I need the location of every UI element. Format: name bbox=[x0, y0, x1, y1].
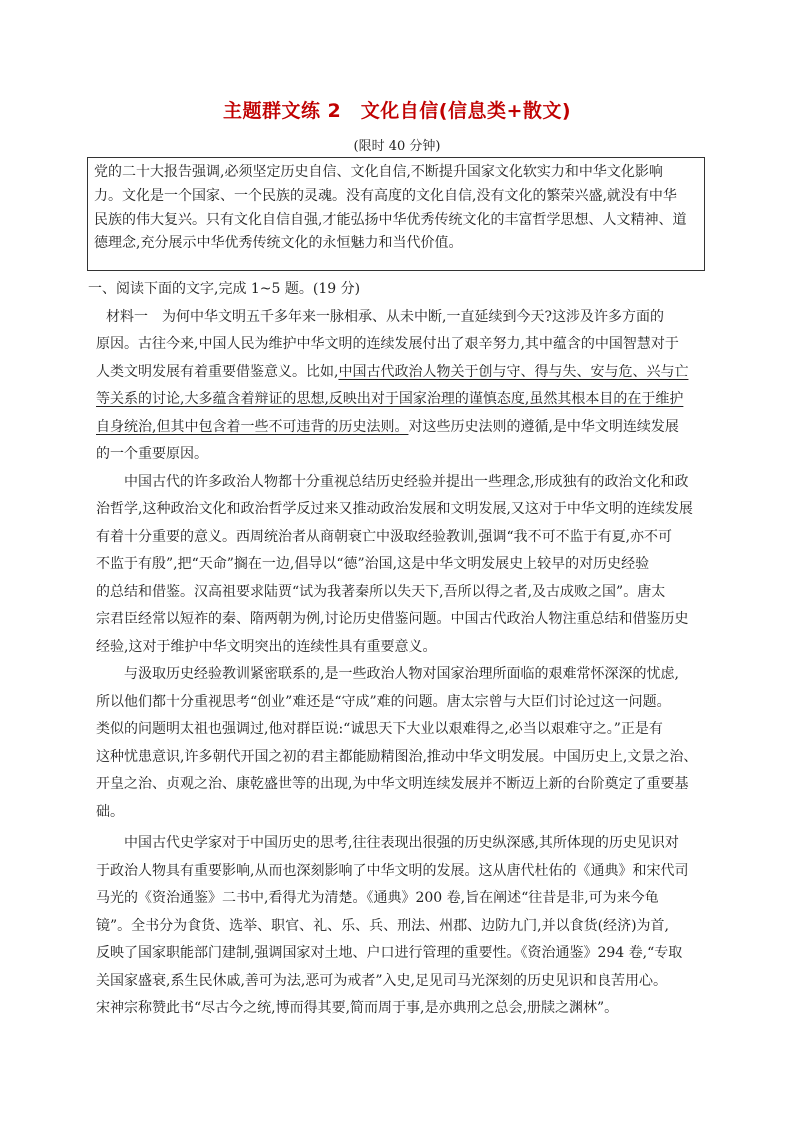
paragraph-line: 础。 bbox=[96, 803, 124, 820]
paragraph-line: 宋神宗称赞此书“尽古今之统,博而得其要,简而周于事,是亦典刑之总会,册牍之渊林”。 bbox=[96, 1000, 619, 1016]
underlined-text: 自身统治,但其中包含着一些不可违背的历史法则。 bbox=[96, 418, 409, 435]
paragraph-line: 这种忧患意识,许多朝代开国之初的君主都能励精图治,推动中华文明发展。中国历史上,文景之治、 bbox=[96, 748, 698, 765]
paragraph-line: 反映了国家职能部门建制,强调国家对土地、户口进行管理的重要性。《资治通鉴》294 卷,“专取 bbox=[96, 945, 683, 961]
underlined-line: 等关系的讨论,大多蕴含着辩证的思想,反映出对于国家治理的谨慎态度,虽然其根本目的在于维护 bbox=[96, 391, 684, 407]
material-one-paragraph-3 bbox=[96, 661, 714, 826]
paragraph-line: 所以他们都十分重视思考“创业”难还是“守成”难的问题。唐太宗曾与大臣们讨论过这一问题。 bbox=[96, 693, 671, 710]
paragraph-text: 人类文明发展有着重要借鉴意义。比如, bbox=[96, 363, 339, 380]
paragraph-line: 经验,这对于维护中华文明突出的连续性具有重要意义。 bbox=[96, 638, 437, 655]
paragraph-line bbox=[96, 359, 714, 387]
paragraph-line: 马光的《资治通鉴》二书中,看得尤为清楚。《通典》200 卷,旨在阐述“往昔是非,可为来今龟 bbox=[96, 890, 659, 906]
paragraph-line: 关国家盛衰,系生民休戚,善可为法,恶可为戒者”入史,足见司马光深刻的历史见识和良苦用心。 bbox=[96, 972, 667, 989]
intro-line: 党的二十大报告强调,必须坚定历史自信、文化自信,不断提升国家文化软实力和中华文化影响 bbox=[94, 164, 663, 180]
material-one-paragraph-2 bbox=[96, 469, 714, 662]
underlined-text: 中国古代政治人物关于创与守、得与失、安与危、兴与亡 bbox=[338, 363, 689, 380]
section-heading: 一、阅读下面的文字,完成 1~5 题。(19 分) bbox=[88, 281, 361, 297]
material-one-paragraph-1 bbox=[96, 304, 714, 469]
paragraph-line: 的一个重要原因。 bbox=[96, 446, 208, 462]
paragraph-text: 对这些历史法则的遵循,是中华文明连续发展 bbox=[408, 418, 679, 435]
intro-line: 民族的伟大复兴。只有文化自信自强,才能弘扬中华优秀传统文化的丰富哲学思想、人文精神、道 bbox=[94, 211, 687, 228]
material-one-paragraph-4 bbox=[96, 830, 714, 1023]
paragraph-line: 与汲取历史经验教训紧密联系的,是一些政治人物对国家治理所面临的艰难常怀深深的忧虑, bbox=[124, 666, 679, 682]
paragraph-line: 镜”。全书分为食货、选举、职官、礼、乐、兵、刑法、州郡、边防九门,并以食货(经济)为首, bbox=[96, 917, 669, 934]
intro-box bbox=[87, 157, 705, 271]
paragraph-line: 宗君臣经常以短祚的秦、隋两朝为例,讨论历史借鉴问题。中国古代政治人物注重总结和借鉴历史 bbox=[96, 611, 689, 627]
intro-line: 德理念,充分展示中华优秀传统文化的永恒魅力和当代价值。 bbox=[94, 235, 463, 252]
paragraph-line: 开皇之治、贞观之治、康乾盛世等的出现,为中华文明连续发展并不断迈上新的台阶奠定了重要基 bbox=[96, 776, 689, 792]
time-limit: (限时 40 分钟) bbox=[353, 139, 441, 154]
reading-body bbox=[88, 276, 714, 1023]
paragraph-line bbox=[96, 414, 714, 442]
paragraph-line: 不监于有殷”,把“天命”搁在一边,倡导以“德”治国,这是中华文明发展史上较早的对历史经验 bbox=[96, 556, 650, 572]
page-title: 主题群文练 2 文化自信(信息类+散文) bbox=[222, 100, 572, 122]
paragraph-line: 材料一 为何中华文明五千多年来一脉相承、从未中断,一直延续到今天?这涉及许多方面的 bbox=[106, 308, 664, 325]
paragraph-line: 原因。古往今来,中国人民为维护中华文明的连续发展付出了艰辛努力,其中蕴含的中国智慧对于 bbox=[96, 336, 679, 352]
paragraph-line: 有着十分重要的意义。西周统治者从商朝衰亡中汲取经验教训,强调“我不可不监于有夏,亦不可 bbox=[96, 528, 673, 545]
paragraph-line: 中国古代的许多政治人物都十分重视总结历史经验并提出一些理念,形成独有的政治文化和政 bbox=[124, 473, 689, 490]
paragraph-line: 于政治人物具有重要影响,从而也深刻影响了中华文明的发展。这从唐代杜佑的《通典》和宋代司 bbox=[96, 862, 689, 879]
paragraph-line: 的总结和借鉴。汉高祖要求陆贾“试为我著秦所以失天下,吾所以得之者,及古成败之国”。唐太 bbox=[96, 583, 666, 600]
intro-line: 力。文化是一个国家、一个民族的灵魂。没有高度的文化自信,没有文化的繁荣兴盛,就没有中华 bbox=[94, 187, 677, 204]
paragraph-line: 治哲学,这种政治文化和政治哲学反过来又推动政治发展和文明发展,又这对于中华文明的连续发展 bbox=[96, 501, 693, 517]
paragraph-line: 类似的问题明太祖也强调过,他对群臣说:“诚思天下大业以艰难得之,必当以艰难守之。”正是有 bbox=[96, 721, 663, 737]
paragraph-line: 中国古代史学家对于中国历史的思考,往往表现出很强的历史纵深感,其所体现的历史见识对 bbox=[124, 835, 679, 851]
